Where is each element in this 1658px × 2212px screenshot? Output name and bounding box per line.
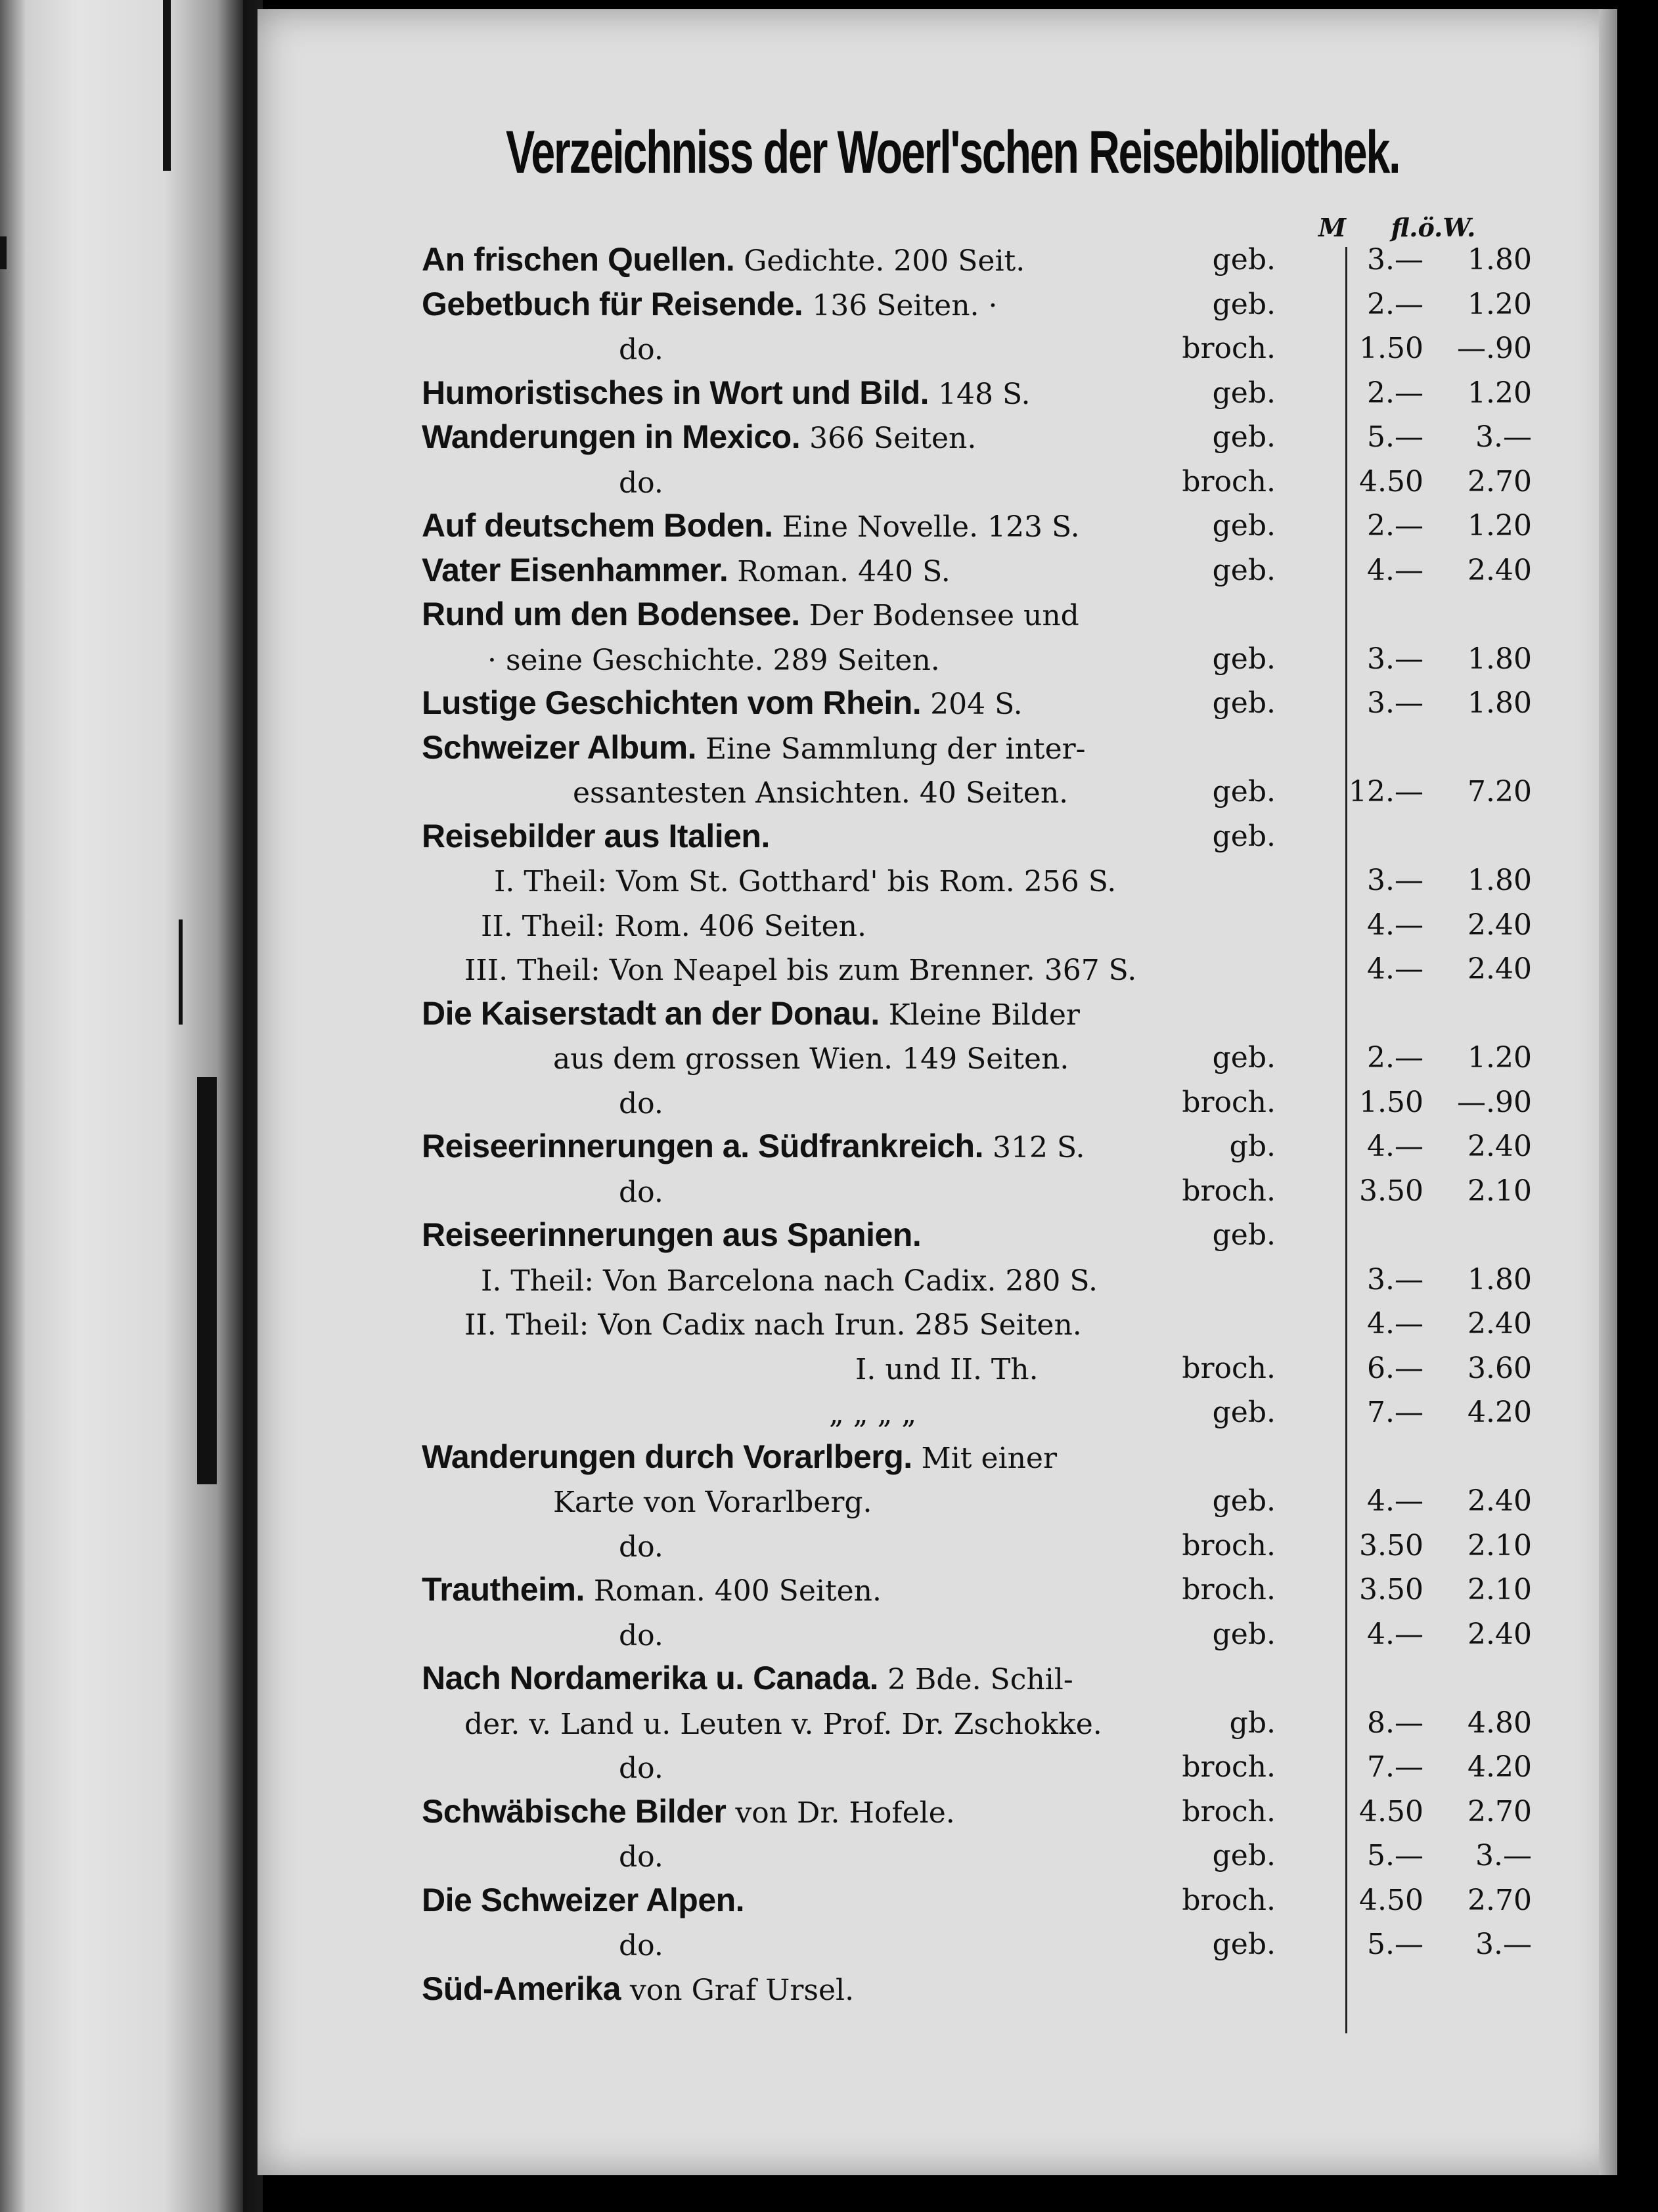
ink-mark [179, 919, 183, 1025]
price-florin: 2.40 [1468, 1617, 1532, 1651]
price-mark: 4.50 [1359, 1794, 1423, 1828]
entry-description [422, 1087, 663, 1120]
price-florin: 1.80 [1468, 864, 1532, 897]
binding-type: broch. [1182, 1528, 1276, 1562]
catalog-page [258, 9, 1617, 2175]
binding-type: geb. [1212, 420, 1276, 454]
book-title: Trautheim. [422, 1571, 585, 1608]
price-mark: 3.50 [1359, 1573, 1423, 1606]
entry-description [422, 1840, 663, 1874]
price-florin: 2.10 [1468, 1528, 1532, 1562]
price-florin: 2.40 [1468, 952, 1532, 986]
book-details: do. [619, 466, 663, 500]
book-details: II. Theil: Von Cadix nach Irun. 285 Seiten. [464, 1308, 1082, 1342]
entry-description [422, 954, 1136, 987]
book-title: Gebetbuch für Reisende. [422, 285, 803, 322]
book-details: Kleine Bilder [879, 998, 1080, 1032]
book-details: do. [619, 1618, 663, 1652]
book-details: von Graf Ursel. [620, 1973, 855, 2007]
price-florin: 3.— [1475, 1928, 1532, 1961]
list-item [422, 858, 1604, 902]
book-details: Roman. 440 S. [728, 554, 951, 588]
entry-description [422, 1486, 872, 1519]
binding-type: gb. [1229, 1706, 1276, 1740]
price-mark: 7.— [1367, 1396, 1423, 1429]
price-florin: 2.70 [1468, 1883, 1532, 1917]
list-item [422, 504, 1604, 548]
price-mark: 5.— [1367, 1839, 1423, 1872]
list-item [422, 238, 1604, 282]
price-mark: 4.— [1367, 1484, 1423, 1518]
price-florin: 2.70 [1468, 464, 1532, 498]
price-florin: 1.80 [1468, 1262, 1532, 1296]
book-details: II. Theil: Rom. 406 Seiten. [481, 909, 866, 943]
entry-description [422, 1264, 1098, 1298]
list-item [422, 1213, 1604, 1257]
price-mark: 5.— [1367, 1928, 1423, 1961]
book-details: Eine Novelle. 123 S. [773, 510, 1080, 544]
price-mark: 4.— [1367, 908, 1423, 942]
list-item [422, 371, 1604, 415]
entry-description [422, 776, 1068, 810]
price-florin: 2.70 [1468, 1794, 1532, 1828]
price-florin: 3.60 [1468, 1351, 1532, 1385]
binding-type: geb. [1212, 509, 1276, 542]
entry-description [422, 333, 663, 366]
column-header-florin: fl.ö.W. [1391, 213, 1476, 242]
list-item [422, 992, 1604, 1036]
price-mark: 8.— [1367, 1706, 1423, 1740]
list-item [422, 1524, 1604, 1568]
binding-type: geb. [1212, 553, 1276, 587]
price-florin: 1.80 [1468, 686, 1532, 720]
price-florin: 7.20 [1468, 775, 1532, 808]
binding-type: broch. [1182, 464, 1276, 498]
list-item [422, 947, 1604, 991]
price-florin: 1.20 [1468, 509, 1532, 542]
list-item [422, 1302, 1604, 1346]
price-florin: 2.10 [1468, 1573, 1532, 1606]
book-details: Karte von Vorarlberg. [553, 1486, 872, 1519]
price-mark: 4.— [1367, 1617, 1423, 1651]
book-title: Wanderungen in Mexico. [422, 418, 801, 455]
binding-type: broch. [1182, 1883, 1276, 1917]
price-florin: 2.40 [1468, 553, 1532, 587]
book-title: Rund um den Bodensee. [422, 596, 800, 632]
binding-type: broch. [1182, 1750, 1276, 1784]
binding-type: geb. [1212, 1928, 1276, 1961]
binding-type: geb. [1212, 642, 1276, 676]
column-header-mark: M [1318, 213, 1347, 242]
price-mark: 4.— [1367, 1307, 1423, 1340]
price-mark: 3.— [1367, 864, 1423, 897]
list-item [422, 1878, 1604, 1922]
price-mark: 5.— [1367, 420, 1423, 454]
entry-description [422, 1308, 1082, 1342]
entry-description [422, 285, 998, 322]
book-details: 136 Seiten. · [803, 288, 998, 322]
binding-type: geb. [1212, 1484, 1276, 1518]
entry-description [422, 1881, 745, 1918]
price-florin: 2.10 [1468, 1174, 1532, 1208]
list-item [422, 1790, 1604, 1834]
list-item [422, 282, 1604, 326]
list-item [422, 1258, 1604, 1302]
price-florin: 4.20 [1468, 1396, 1532, 1429]
price-mark: 2.— [1367, 287, 1423, 321]
entry-description [422, 1929, 663, 1962]
entry-description [422, 1128, 1085, 1164]
list-item [422, 1967, 1604, 2011]
entry-description [422, 241, 1025, 278]
book-details: Eine Sammlung der inter- [696, 732, 1086, 766]
price-mark: 12.— [1349, 775, 1423, 808]
book-title: Humoristisches in Wort und Bild. [422, 374, 930, 411]
entry-description [422, 1353, 1039, 1386]
list-item [422, 637, 1604, 681]
list-item [422, 681, 1604, 725]
price-florin: 2.40 [1468, 1484, 1532, 1518]
binding-type: broch. [1182, 1573, 1276, 1606]
entry-description [422, 1530, 663, 1564]
entry-description [422, 1438, 1057, 1475]
book-details: von Dr. Hofele. [726, 1796, 955, 1830]
entry-description [422, 910, 866, 943]
book-details: 2 Bde. Schil- [878, 1663, 1073, 1696]
list-item [422, 1390, 1604, 1434]
entry-description [422, 1792, 955, 1830]
book-details: I. Theil: Vom St. Gotthard' bis Rom. 256 S. [494, 865, 1117, 898]
list-item [422, 903, 1604, 947]
list-item [422, 1346, 1604, 1390]
ink-mark [197, 1077, 217, 1484]
list-item [422, 1169, 1604, 1213]
price-mark: 4.— [1367, 553, 1423, 587]
entry-description [422, 1752, 663, 1785]
book-details: do. [619, 1086, 663, 1120]
entry-description [422, 1970, 855, 2007]
book-title: An frischen Quellen. [422, 241, 735, 278]
price-mark: 4.50 [1359, 464, 1423, 498]
list-item [422, 1922, 1604, 1966]
book-title: Schweizer Album. [422, 728, 697, 766]
list-item [422, 326, 1604, 370]
book-details: do. [619, 1530, 663, 1564]
entry-description [422, 507, 1080, 544]
price-mark: 3.50 [1359, 1174, 1423, 1208]
binding-type: broch. [1182, 1174, 1276, 1208]
entry-description [422, 644, 940, 677]
book-details: I. Theil: Von Barcelona nach Cadix. 280 S. [481, 1264, 1098, 1298]
price-florin: —.90 [1457, 332, 1532, 365]
binding-type: geb. [1212, 243, 1276, 276]
entry-description [422, 817, 770, 854]
binding-type: geb. [1212, 1041, 1276, 1074]
book-title: Die Schweizer Alpen. [422, 1881, 745, 1918]
binding-type: geb. [1212, 686, 1276, 720]
binding-type: geb. [1212, 287, 1276, 321]
price-mark: 3.— [1367, 1262, 1423, 1296]
ink-mark [0, 236, 7, 269]
entry-description [422, 596, 1079, 632]
book-details: Mit einer [912, 1441, 1057, 1475]
book-title: Wanderungen durch Vorarlberg. [422, 1438, 912, 1475]
list-item [422, 814, 1604, 858]
price-mark: 4.— [1367, 1130, 1423, 1163]
list-item [422, 1656, 1604, 1700]
entry-description [422, 1397, 916, 1430]
price-florin: 4.80 [1468, 1706, 1532, 1740]
list-item [422, 460, 1604, 504]
entry-description [422, 1176, 663, 1209]
price-mark: 4.50 [1359, 1883, 1423, 1917]
page-title: Verzeichniss der Woerl'schen Reisebibliothek. [505, 119, 1400, 186]
price-mark: 4.— [1367, 952, 1423, 986]
book-title: Auf deutschem Boden. [422, 507, 773, 544]
price-mark: 2.— [1367, 1041, 1423, 1074]
list-item [422, 1568, 1604, 1612]
entry-description [422, 684, 1023, 721]
entry-description [422, 1042, 1069, 1076]
binding-type: broch. [1182, 1085, 1276, 1119]
list-item [422, 726, 1604, 770]
price-florin: 3.— [1475, 1839, 1532, 1872]
list-item [422, 1612, 1604, 1656]
price-mark: 1.50 [1359, 1085, 1423, 1119]
entry-description [422, 728, 1086, 766]
entry-description [422, 1708, 1102, 1741]
entry-description [422, 374, 1031, 411]
book-details: do. [619, 1175, 663, 1209]
book-details: 204 S. [921, 688, 1023, 721]
price-florin: 2.40 [1468, 908, 1532, 942]
price-mark: 3.— [1367, 243, 1423, 276]
price-florin: 3.— [1475, 420, 1532, 454]
entry-description [422, 1216, 922, 1253]
book-details: do. [619, 1840, 663, 1874]
list-item [422, 1080, 1604, 1124]
price-mark: 2.— [1367, 509, 1423, 542]
price-mark: 7.— [1367, 1750, 1423, 1784]
left-page-edge [0, 0, 243, 2212]
price-florin: 1.20 [1468, 287, 1532, 321]
book-details: Roman. 400 Seiten. [584, 1574, 882, 1608]
book-details: 366 Seiten. [800, 422, 977, 455]
binding-type: broch. [1182, 1794, 1276, 1828]
ink-mark [163, 0, 171, 171]
entry-description [422, 865, 1116, 898]
entry-description [422, 1619, 663, 1652]
book-details: · seine Geschichte. 289 Seiten. [487, 643, 940, 677]
binding-type: geb. [1212, 1839, 1276, 1872]
list-item [422, 548, 1604, 592]
book-details: „ „ „ „ [829, 1397, 917, 1430]
book-details: do. [619, 1752, 663, 1785]
book-title: Nach Nordamerika u. Canada. [422, 1660, 879, 1696]
book-details: do. [619, 333, 663, 366]
book-title: Reiseerinnerungen a. Südfrankreich. [422, 1128, 983, 1164]
list-item [422, 1479, 1604, 1523]
entry-description [422, 466, 663, 500]
price-mark: 1.50 [1359, 332, 1423, 365]
price-mark: 2.— [1367, 376, 1423, 410]
book-details: do. [619, 1929, 663, 1962]
book-details: Gedichte. 200 Seit. [734, 244, 1025, 278]
binding-type: geb. [1212, 1218, 1276, 1252]
list-item [422, 770, 1604, 814]
list-item [422, 415, 1604, 459]
price-florin: 2.40 [1468, 1307, 1532, 1340]
price-florin: 1.20 [1468, 376, 1532, 410]
price-florin: 1.80 [1468, 243, 1532, 276]
binding-type: geb. [1212, 775, 1276, 808]
book-details: aus dem grossen Wien. 149 Seiten. [553, 1042, 1069, 1076]
price-mark: 6.— [1367, 1351, 1423, 1385]
price-mark: 3.— [1367, 642, 1423, 676]
book-details: 148 S. [929, 377, 1031, 411]
list-item [422, 1036, 1604, 1080]
price-mark: 3.50 [1359, 1528, 1423, 1562]
book-details: III. Theil: Von Neapel bis zum Brenner. 367 S. [464, 954, 1137, 987]
book-details: Der Bodensee und [799, 599, 1079, 632]
binding-type: geb. [1212, 376, 1276, 410]
book-details: der. v. Land u. Leuten v. Prof. Dr. Zschokke. [464, 1707, 1102, 1741]
binding-type: geb. [1212, 819, 1276, 853]
entry-description [422, 994, 1080, 1032]
binding-type: broch. [1182, 332, 1276, 365]
binding-type: gb. [1229, 1130, 1276, 1163]
entry-description [422, 1571, 882, 1608]
book-details: 312 S. [983, 1131, 1085, 1164]
book-title: Die Kaiserstadt an der Donau. [422, 994, 880, 1032]
price-florin: 4.20 [1468, 1750, 1532, 1784]
book-title: Reisebilder aus Italien. [422, 817, 770, 854]
book-details: essantesten Ansichten. 40 Seiten. [573, 776, 1069, 810]
binding-type: geb. [1212, 1396, 1276, 1429]
list-item [422, 1745, 1604, 1789]
price-florin: 1.80 [1468, 642, 1532, 676]
list-item [422, 592, 1604, 636]
book-title: Reiseerinnerungen aus Spanien. [422, 1216, 922, 1253]
price-florin: —.90 [1457, 1085, 1532, 1119]
book-title: Süd-Amerika [422, 1970, 621, 2007]
entry-description [422, 551, 951, 588]
book-title: Schwäbische Bilder [422, 1792, 727, 1830]
entry-description [422, 1660, 1073, 1696]
book-title: Vater Eisenhammer. [422, 551, 728, 588]
book-details: I. und II. Th. [855, 1352, 1039, 1386]
list-item [422, 1124, 1604, 1168]
binding-type: geb. [1212, 1617, 1276, 1651]
book-title: Lustige Geschichten vom Rhein. [422, 684, 922, 721]
list-item [422, 1701, 1604, 1745]
list-item [422, 1834, 1604, 1878]
entry-description [422, 418, 977, 455]
binding-type: broch. [1182, 1351, 1276, 1385]
price-mark: 3.— [1367, 686, 1423, 720]
list-item [422, 1435, 1604, 1479]
price-florin: 1.20 [1468, 1041, 1532, 1074]
price-florin: 2.40 [1468, 1130, 1532, 1163]
